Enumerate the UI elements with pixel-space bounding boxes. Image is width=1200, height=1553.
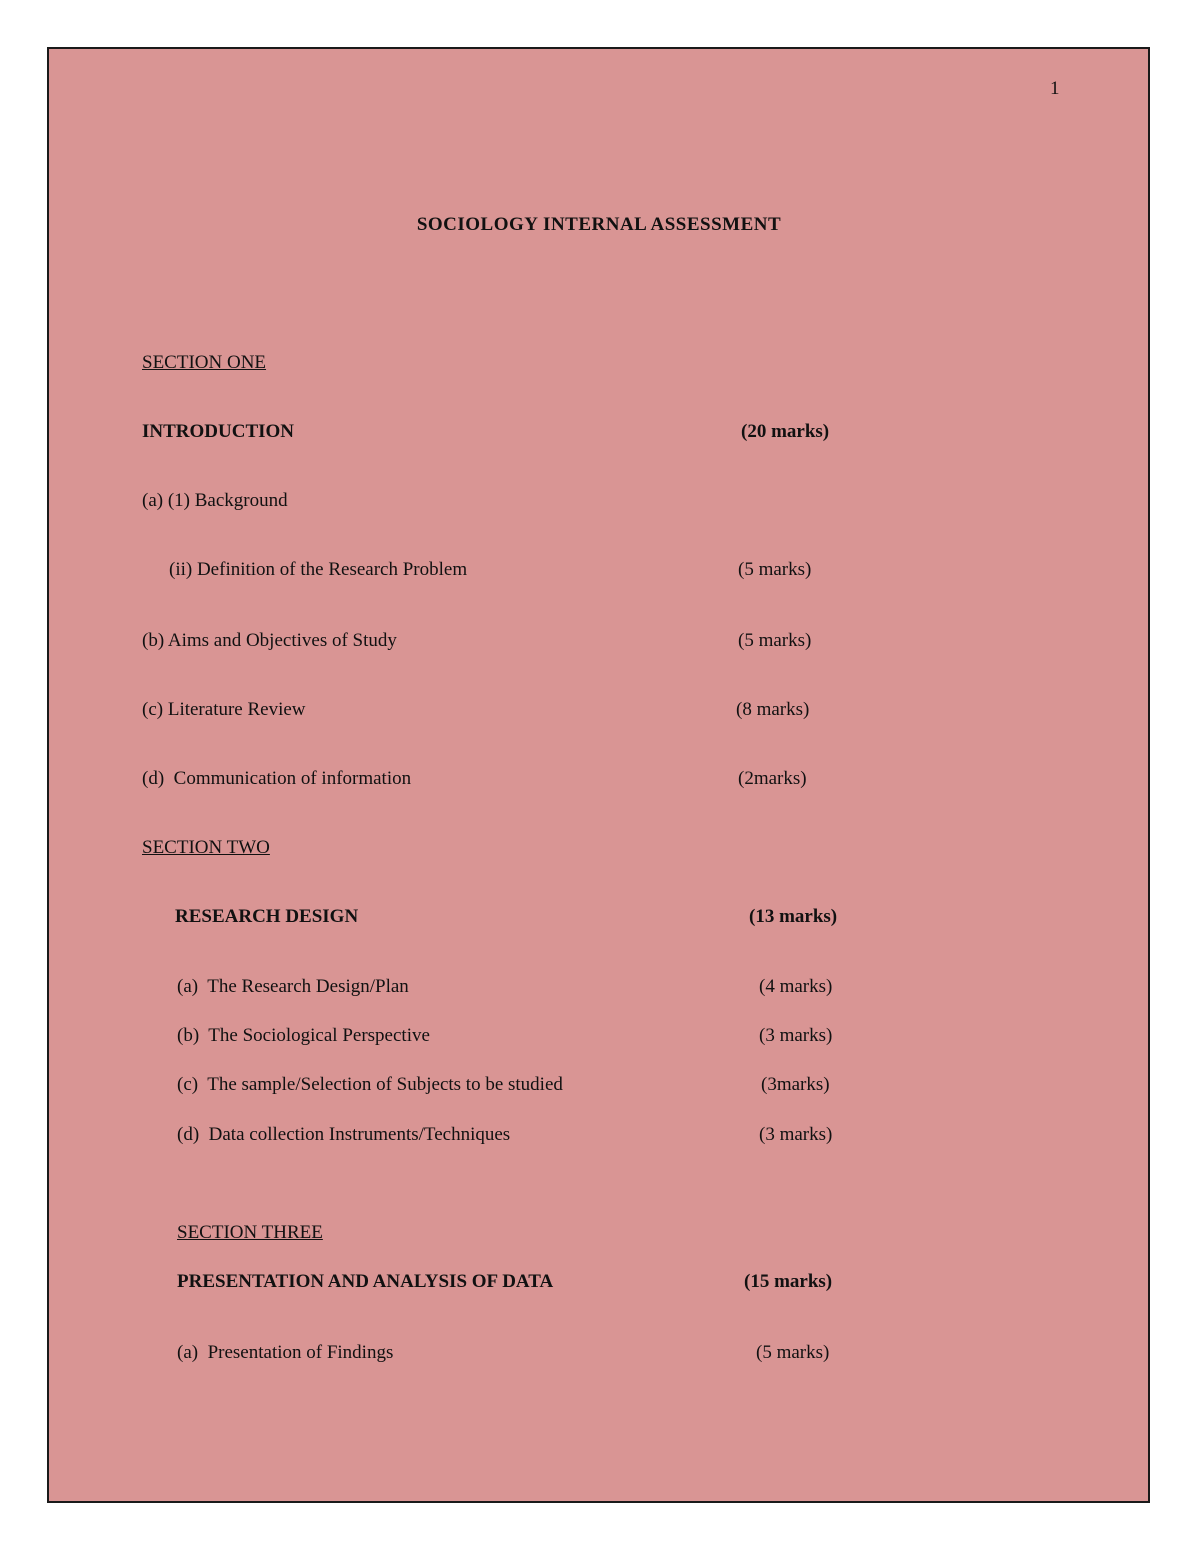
list-item-sample: (c) The sample/Selection of Subjects to be studied [177, 1074, 563, 1095]
list-item-literature-marks: (8 marks) [736, 699, 810, 720]
list-item-perspective-marks: (3 marks) [759, 1025, 833, 1046]
list-item-sample-marks: (3marks) [761, 1074, 830, 1095]
list-item-literature: (c) Literature Review [142, 699, 306, 720]
list-item-aims: (b) Aims and Objectives of Study [142, 630, 397, 651]
list-item-data-collection-marks: (3 marks) [759, 1124, 833, 1145]
list-item-presentation-findings: (a) Presentation of Findings [177, 1342, 394, 1363]
list-item-perspective: (b) The Sociological Perspective [177, 1025, 430, 1046]
list-item-research-plan: (a) The Research Design/Plan [177, 976, 409, 997]
presentation-analysis-heading: PRESENTATION AND ANALYSIS OF DATA [177, 1271, 554, 1292]
section-two-heading: SECTION TWO [142, 837, 270, 858]
list-item-communication-marks: (2marks) [738, 768, 807, 789]
research-design-marks: (13 marks) [749, 906, 838, 927]
introduction-heading: INTRODUCTION [142, 421, 295, 442]
research-design-heading: RESEARCH DESIGN [175, 906, 359, 927]
section-three-heading: SECTION THREE [177, 1222, 323, 1243]
list-item-communication: (d) Communication of information [142, 768, 412, 789]
introduction-marks: (20 marks) [741, 421, 830, 442]
presentation-analysis-marks: (15 marks) [744, 1271, 833, 1292]
list-item-aims-marks: (5 marks) [738, 630, 812, 651]
section-one-heading: SECTION ONE [142, 352, 267, 373]
document-title: SOCIOLOGY INTERNAL ASSESSMENT [416, 214, 782, 235]
document-page [47, 47, 1150, 1503]
list-item-data-collection: (d) Data collection Instruments/Techniques [177, 1124, 511, 1145]
list-item-definition-marks: (5 marks) [738, 559, 812, 580]
list-item-presentation-findings-marks: (5 marks) [756, 1342, 830, 1363]
list-item-definition: (ii) Definition of the Research Problem [169, 559, 468, 580]
page-number: 1 [1050, 78, 1060, 99]
list-item-research-plan-marks: (4 marks) [759, 976, 833, 997]
list-item-background: (a) (1) Background [142, 490, 288, 511]
